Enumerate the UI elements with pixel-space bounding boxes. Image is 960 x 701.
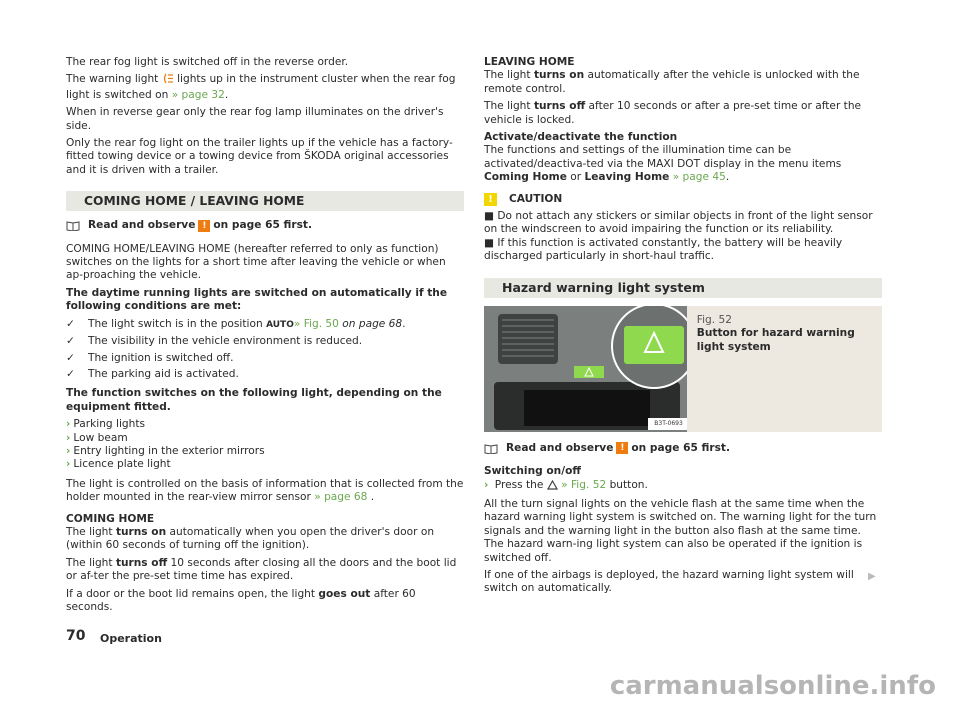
figure-title: Button for hazard warning light system (696, 327, 855, 353)
paragraph: If one of the airbags is deployed, the hazard warning light system will switch on automatically. (484, 568, 854, 595)
paragraph (484, 100, 882, 127)
figure-code: B3T-0693 (654, 420, 683, 428)
text: on page 65 first. (213, 219, 313, 232)
caution-icon: ! (484, 193, 497, 206)
section-heading: Hazard warning light system (484, 278, 882, 298)
text: lights up in the instrument cluster when the rear fog light is switched on (66, 73, 456, 101)
text: Read and observe (506, 441, 614, 454)
paragraph (484, 479, 882, 494)
figure-caption (687, 306, 882, 432)
paragraph: The daytime running lights are switched on automatically if the following conditions are met: (66, 286, 448, 313)
hazard-triangle-icon (547, 480, 558, 494)
paragraph (484, 144, 882, 184)
check-icon: ✓ (66, 351, 75, 364)
text: Parking lights (73, 418, 146, 431)
text: The light (66, 556, 113, 569)
list-item (66, 418, 464, 431)
paragraph: When in reverse gear only the rear fog lamp illuminates on the driver's side. (66, 106, 444, 132)
chevron-right-icon: › (66, 444, 71, 457)
text: turns off (115, 556, 168, 569)
text: Entry lighting in the exterior mirrors (73, 444, 265, 457)
observe-note (66, 219, 464, 232)
list-item (66, 318, 464, 332)
paragraph (66, 478, 464, 505)
warning-icon: ! (616, 442, 628, 454)
text: . (725, 171, 730, 184)
text: The light (66, 525, 113, 538)
chapter-label: Operation (100, 632, 162, 645)
paragraph: Only the rear fog light on the trailer lights up if the vehicle has a factory-fitted towing device or a towing device from ŠKODA original accessories and it is driven with a trailer. (66, 137, 453, 176)
list-item (66, 335, 464, 348)
right-column (484, 56, 882, 600)
light-list (66, 418, 464, 472)
text: CAUTION (509, 192, 563, 205)
text: Coming Home (484, 171, 567, 184)
section-heading: COMING HOME / LEAVING HOME (66, 191, 464, 211)
figure-link[interactable]: » Fig. 52 (561, 478, 607, 491)
figure (484, 306, 882, 432)
check-icon: ✓ (66, 367, 75, 380)
auto-icon: AUTO (266, 319, 294, 330)
warning-icon: ! (198, 220, 210, 232)
left-column (66, 56, 464, 618)
paragraph (66, 588, 464, 615)
paragraph (66, 73, 464, 102)
page-number: 70 (66, 628, 86, 644)
text: automatically when you open the driver's door on (within 60 seconds of turning off the ignition). (66, 525, 435, 552)
text: The light (484, 69, 531, 82)
paragraph: All the turn signal lights on the vehicle flash at the same time when the hazard warning light system is switched on. The warning light for the turn signals and the warning light in the button also flash at the same time. The hazard warn-ing light system can also be operated if the ignition is switched off. (484, 497, 877, 564)
text: . (402, 317, 406, 330)
paragraph (66, 557, 464, 584)
paragraph: The function switches on the following light, depending on the equipment fitted. (66, 387, 442, 413)
list-item (66, 458, 464, 471)
paragraph: COMING HOME/LEAVING HOME (hereafter referred to only as function) switches on the lights for a short time after leaving the vehicle or when ap-proaching the vehicle. (66, 242, 446, 282)
text: goes out (318, 587, 371, 600)
text: on page 65 first. (631, 441, 731, 454)
text: If a door or the boot lid remains open, the light (66, 587, 316, 600)
text: Leaving Home (584, 171, 670, 184)
paragraph: ■ If this function is activated constantly, the battery will be heavily discharged particularly in short-haul traffic. (484, 236, 843, 263)
text: after 60 seconds. (66, 587, 416, 613)
text: . (224, 88, 229, 101)
text: The warning light (66, 73, 159, 86)
text: . (370, 491, 375, 504)
chevron-right-icon: › (484, 478, 489, 491)
chevron-right-icon: › (66, 458, 71, 471)
paragraph (66, 526, 464, 553)
check-icon: ✓ (66, 317, 75, 330)
text: The light (484, 100, 531, 113)
text: The ignition is switched off. (88, 351, 234, 364)
subheading: LEAVING HOME (484, 56, 575, 68)
text: button. (609, 478, 648, 491)
page-link[interactable]: » page 68 (314, 491, 368, 504)
text: turns on (533, 69, 585, 82)
book-icon (66, 220, 80, 231)
text: The parking aid is activated. (88, 367, 239, 380)
figure-number: Fig. 52 (696, 313, 732, 326)
text: Licence plate light (73, 458, 171, 471)
text: The functions and settings of the illumination time can be activated/deactiva-ted via the MAXI DOT display in the menu items (484, 144, 842, 170)
continue-arrow-icon: ▶ (868, 571, 876, 582)
check-icon: ✓ (66, 335, 75, 348)
subheading: Activate/deactivate the function (484, 131, 678, 144)
text: Read and observe (88, 219, 196, 232)
observe-note (484, 442, 882, 455)
dashboard-photo (484, 306, 687, 432)
text: on page 68 (342, 317, 403, 330)
caution-heading (484, 193, 882, 206)
fog-light-icon (162, 73, 174, 88)
book-icon (484, 443, 498, 454)
text: The visibility in the vehicle environment is reduced. (88, 335, 363, 348)
page-link[interactable]: » page 45 (672, 171, 726, 184)
chevron-right-icon: › (66, 418, 71, 431)
subheading: COMING HOME (66, 512, 155, 525)
text: Low beam (73, 431, 128, 444)
paragraph (484, 69, 882, 96)
list-item (66, 432, 464, 445)
list-item (66, 368, 464, 381)
text: The light is controlled on the basis of information that is collected from the holder mounted in the rear-view mirror sensor (66, 477, 464, 504)
figure-link[interactable]: » Fig. 50 (293, 317, 339, 330)
text: Press the (494, 478, 544, 491)
text: after 10 seconds or after a pre-set time or after the vehicle is locked. (484, 100, 862, 126)
text: automatically after the vehicle is unlocked with the remote control. (484, 69, 860, 95)
text: turns on (115, 525, 167, 538)
text: 10 seconds after closing all the doors and the boot lid or af-ter the pre-set time time has expired. (66, 556, 457, 583)
condition-list (66, 318, 464, 382)
watermark: carmanualsonline.info (609, 670, 936, 701)
paragraph: ■ Do not attach any stickers or similar objects in front of the light sensor on the windscreen to avoid impairing the function or its reliability. (484, 210, 873, 236)
text: or (570, 171, 582, 184)
chevron-right-icon: › (66, 431, 71, 444)
paragraph: The rear fog light is switched off in the reverse order. (66, 56, 349, 68)
page-link[interactable]: » page 32 (171, 88, 225, 101)
list-item (66, 352, 464, 365)
text: The light switch is in the position (88, 317, 263, 330)
list-item (66, 445, 464, 458)
text: turns off (533, 100, 586, 113)
subheading: Switching on/off (484, 465, 581, 478)
